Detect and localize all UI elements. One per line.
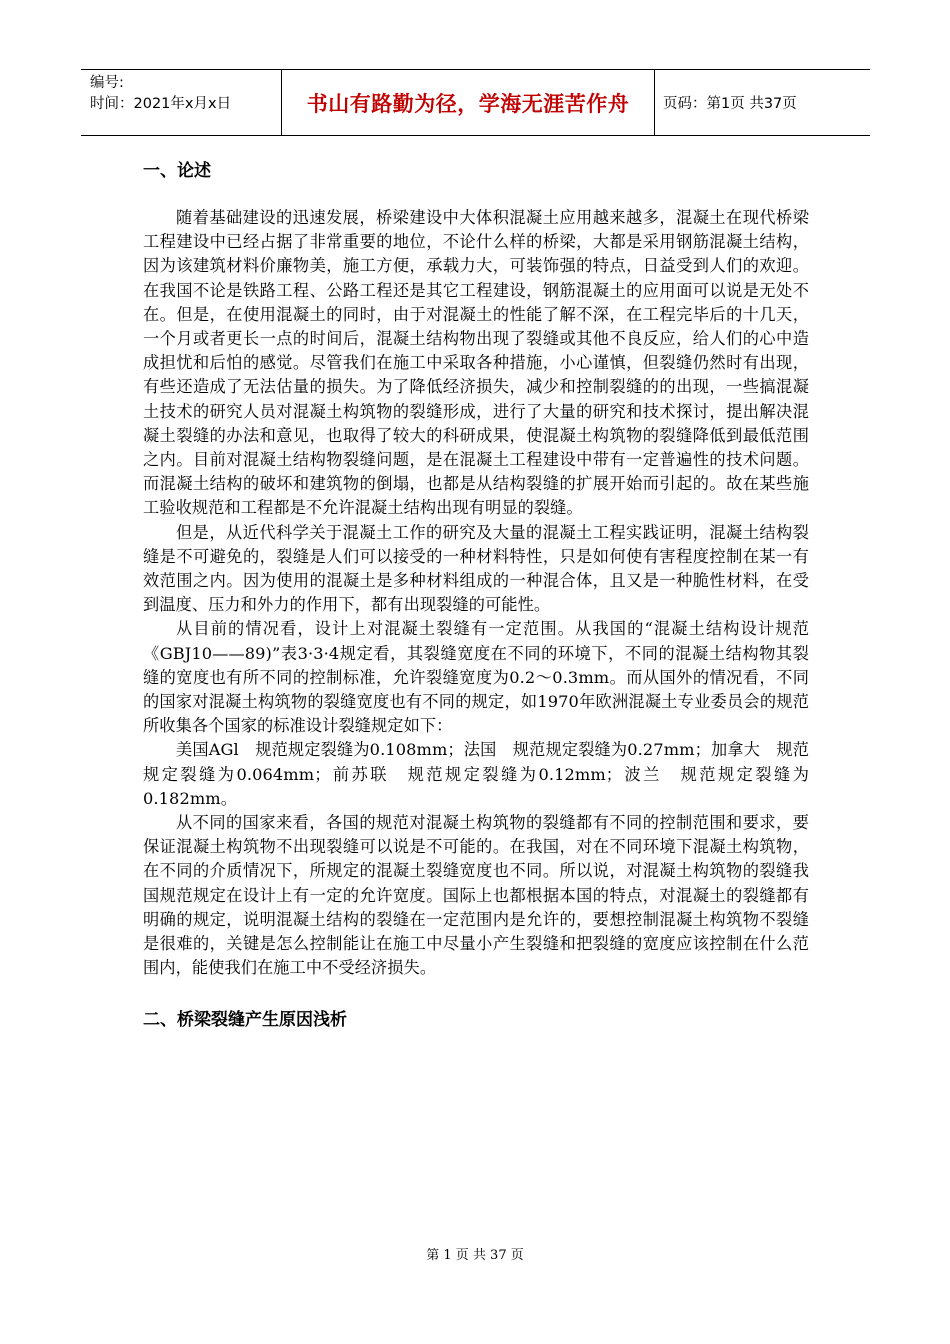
- section-heading-1: 一、论述: [143, 161, 211, 181]
- paragraph: 随着基础建设的迅速发展，桥梁建设中大体积混凝土应用越来越多，混凝土在现代桥梁工程建设中已经占据了非常重要的地位，不论什么样的桥梁，大都是采用钢筋混凝土结构，因为该建筑材料价廉物美，施工方便，承载力大，可装饰强的特点，日益受到人们的欢迎。在我国不论是铁路工程、公路工程还是其它工程建设，钢筋混凝土的应用面可以说是无处不在。但是，在使用混凝土的同时，由于对混凝土的性能了解不深，在工程完毕后的十几天，一个月或者更长一点的时间后，混凝土结构物出现了裂缝或其他不良反应，给人们的心中造成担忧和后怕的感觉。尽管我们在施工中采取各种措施，小心谨慎，但裂缝仍然时有出现，有些还造成了无法估量的损失。为了降低经济损失，减少和控制裂缝的的出现，一些搞混凝土技术的研究人员对混凝土构筑物的裂缝形成，进行了大量的研究和技术探讨，提出解决混凝土裂缝的办法和意见，也取得了较大的科研成果，使混凝土构筑物的裂缝降低到最低范围之内。目前对混凝土结构物裂缝问题，是在混凝土工程建设中带有一定普遍性的技术问题。而混凝土结构的破坏和建筑物的倒塌，也都是从结构裂缝的扩展开始而引起的。故在某些施工验收规范和工程都是不允许混凝土结构出现有明显的裂缝。: [143, 208, 809, 518]
- paragraph: 从目前的情况看，设计上对混凝土裂缝有一定范围。从我国的“混凝土结构设计规范《GBJ10——89)”表3·3·4规定看，其裂缝宽度在不同的环境下，不同的混凝土结构物其裂缝的宽度也有所不同的控制标准，允许裂缝宽度为0.2～0.3mm。而从国外的情况看，不同的国家对混凝土构筑物的裂缝宽度也有不同的规定，如1970年欧洲混凝土专业委员会的规范所收集各个国家的标准设计裂缝规定如下：: [143, 619, 809, 736]
- header-motto-cell: [282, 70, 655, 135]
- paragraph: 从不同的国家来看，各国的规范对混凝土构筑物的裂缝都有不同的控制范围和要求，要保证混凝土构筑物不出现裂缝可以说是不可能的。在我国，对在不同环境下混凝土构筑物，在不同的介质情况下，所规定的混凝土裂缝宽度也不同。所以说，对混凝土构筑物的裂缝我国规范规定在设计上有一定的允许宽度。国际上也都根据本国的特点，对混凝土的裂缝都有明确的规定，说明混凝土结构的裂缝在一定范围内是允许的，要想控制混凝土构筑物不裂缝是很难的，关键是怎么控制能让在施工中尽量小产生裂缝和把裂缝的宽度应该控制在什么范围内，能使我们在施工中不受经济损失。: [143, 813, 809, 978]
- document-body: [143, 158, 809, 1033]
- page-header: [81, 69, 870, 136]
- page-footer: 第 1 页 共 37 页: [426, 1248, 524, 1263]
- header-page-cell: [655, 70, 870, 135]
- header-meta-cell: [81, 70, 282, 135]
- document-code-label: 编号:: [90, 75, 124, 91]
- header-page-info: 页码：第1页 共37页: [663, 96, 797, 112]
- paragraph: 但是，从近代科学关于混凝土工作的研究及大量的混凝土工程实践证明，混凝土结构裂缝是不可避免的，裂缝是人们可以接受的一种材料特性，只是如何使有害程度控制在某一有效范围之内。因为使用的混凝土是多种材料组成的一种混合体，且又是一种脆性材料，在受到温度、压力和外力的作用下，都有出现裂缝的可能性。: [143, 522, 809, 615]
- document-time-label: 时间：2021年x月x日: [90, 96, 232, 112]
- paragraph: 美国AGl 规范规定裂缝为0.108mm；法国 规范规定裂缝为0.27mm；加拿大 规范规定裂缝为0.064mm；前苏联 规范规定裂缝为0.12mm；波兰 规范规定裂缝为0.182mm。: [143, 740, 809, 808]
- header-motto: 书山有路勤为径，学海无涯苦作舟: [306, 91, 630, 116]
- section-heading-2: 二、桥梁裂缝产生原因浅析: [143, 1009, 347, 1030]
